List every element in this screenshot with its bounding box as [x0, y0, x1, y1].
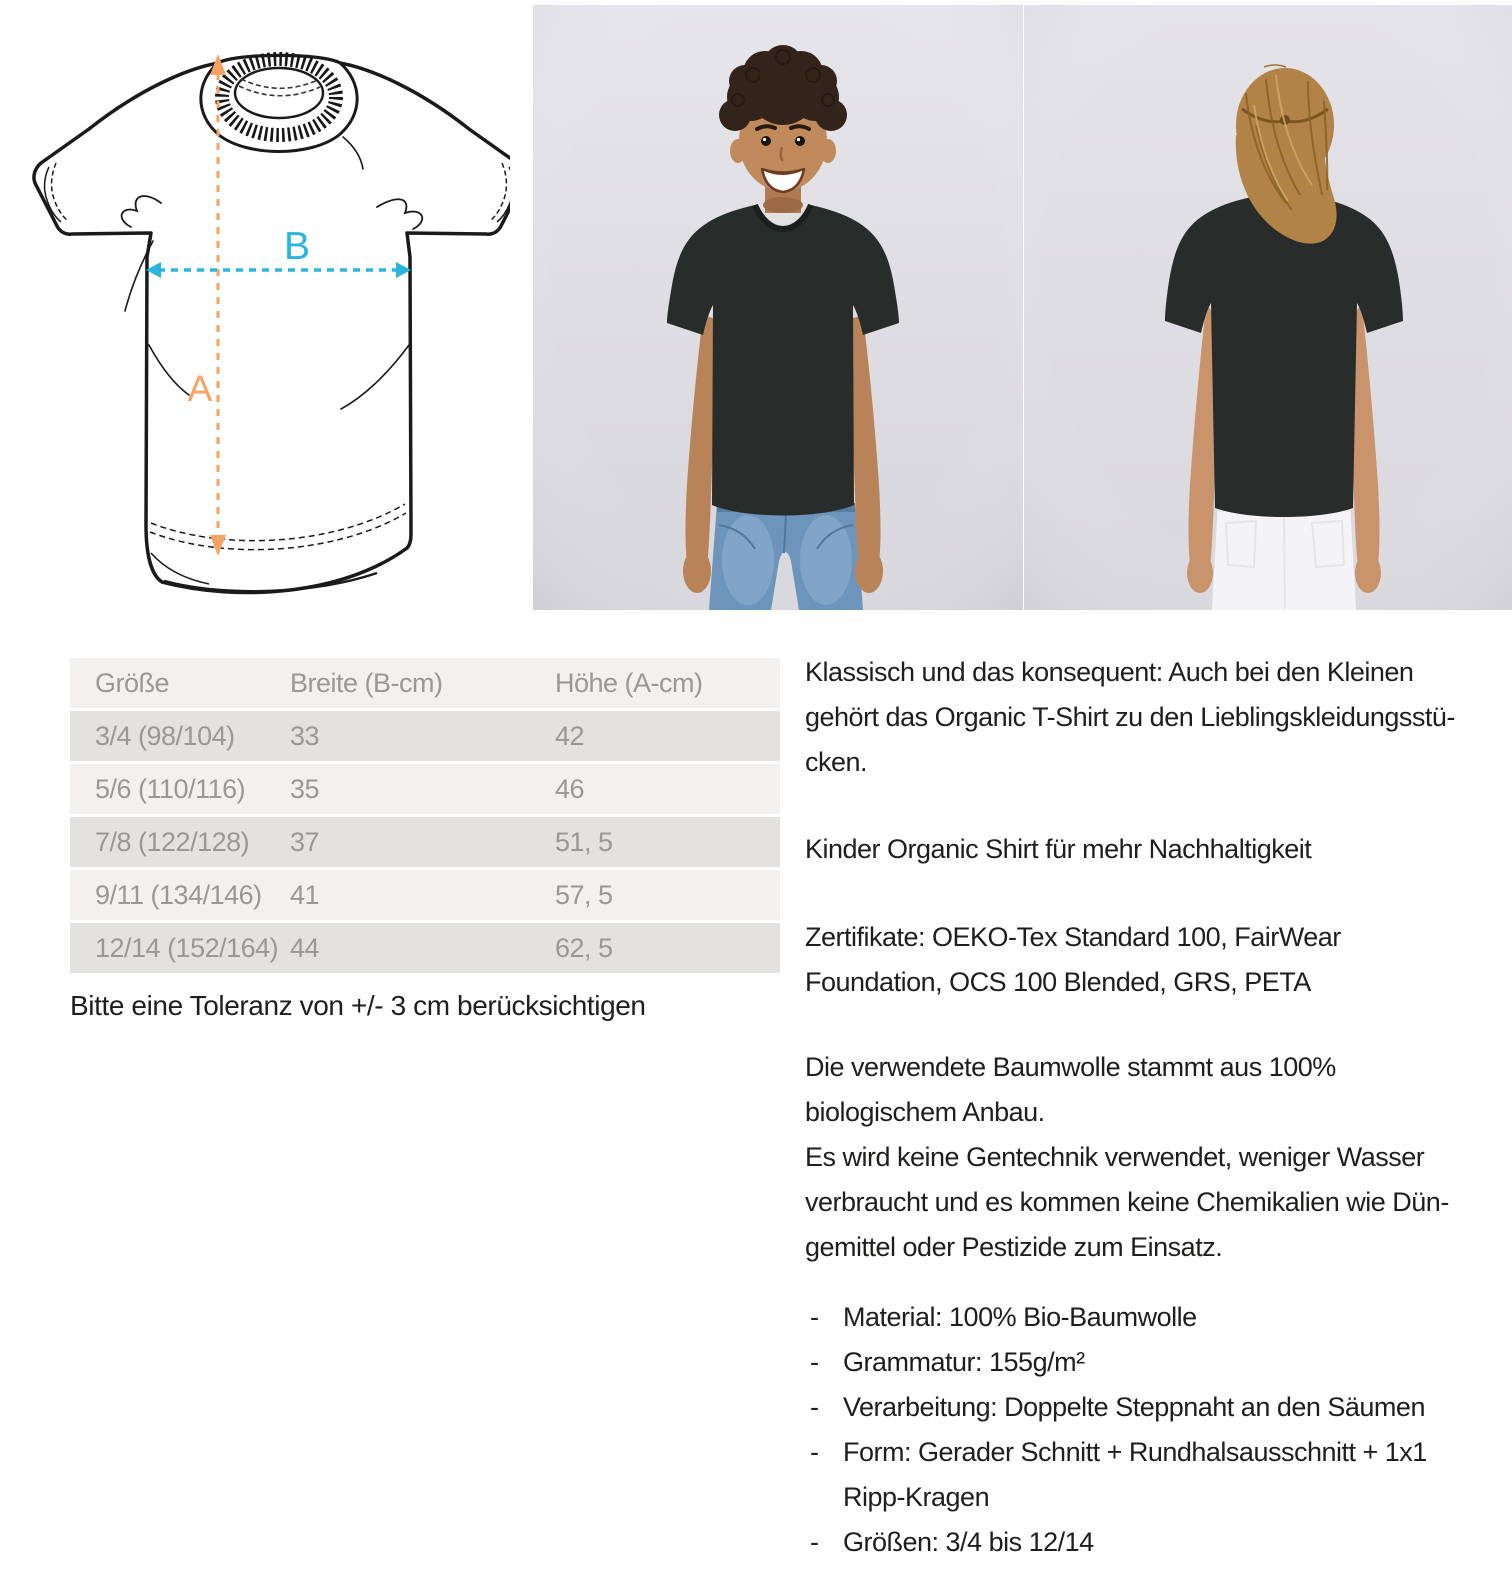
- cell-width: 33: [290, 720, 320, 751]
- bullet-marker: -: [810, 1302, 819, 1332]
- size-table-header-row: [70, 658, 780, 708]
- cell-width: 37: [290, 826, 320, 857]
- list-item: [805, 1295, 1512, 1340]
- model-photo-back: [1024, 5, 1512, 610]
- text-line: Größen: 3/4 bis 12/14: [843, 1527, 1094, 1557]
- white-pants: [1212, 502, 1356, 610]
- cell-size: 12/14 (152/164): [95, 932, 279, 963]
- cell-size: 5/6 (110/116): [95, 773, 246, 804]
- text-line: Ripp-Kragen: [843, 1482, 990, 1512]
- neck-shadow: [763, 197, 803, 213]
- text-line: Form: Gerader Schnitt + Rundhalsausschnitt + 1x1: [843, 1437, 1427, 1467]
- list-item: [805, 1520, 1512, 1565]
- girl-back-illustration: [1024, 5, 1512, 610]
- list-item: [805, 1340, 1512, 1385]
- text-line: gemittel oder Pestizide zum Einsatz.: [805, 1232, 1223, 1262]
- cell-height: 57, 5: [555, 879, 613, 910]
- cell-width: 41: [290, 879, 320, 910]
- text-line: verbraucht und es kommen keine Chemikalien wie Dün-: [805, 1187, 1449, 1217]
- cotton-paragraph: [805, 1045, 1512, 1270]
- tolerance-note: Bitte eine Toleranz von +/- 3 cm berücksichtigen: [70, 990, 646, 1021]
- table-row: [70, 764, 780, 814]
- text-line: Foundation, OCS 100 Blended, GRS, PETA: [805, 967, 1311, 997]
- bullet-marker: -: [810, 1347, 819, 1377]
- collar-inner: [235, 68, 323, 118]
- col-header-hoehe: Höhe (A-cm): [555, 667, 703, 698]
- text-line: Die verwendete Baumwolle stammt aus 100%: [805, 1052, 1336, 1082]
- text-line: Zertifikate: OEKO-Tex Standard 100, FairWear: [805, 922, 1341, 952]
- list-item: [805, 1430, 1512, 1520]
- diagram-label-b: B: [283, 225, 311, 268]
- text-line: Klassisch und das konsequent: Auch bei den Kleinen: [805, 657, 1414, 687]
- list-item: [805, 1385, 1512, 1430]
- cell-size: 9/11 (134/146): [95, 879, 262, 910]
- text-line: cken.: [805, 747, 868, 777]
- certificates-paragraph: [805, 915, 1512, 1005]
- table-row: [70, 923, 780, 973]
- size-table: [70, 655, 780, 976]
- product-description: [805, 650, 1512, 1565]
- size-diagram: [25, 45, 510, 605]
- tshirt-diagram-svg: [25, 45, 510, 605]
- table-row: [70, 870, 780, 920]
- text-line: biologischem Anbau.: [805, 1097, 1045, 1127]
- cell-size: 3/4 (98/104): [95, 720, 235, 751]
- text-line: Verarbeitung: Doppelte Steppnaht an den Säumen: [843, 1392, 1425, 1422]
- model-photo-front: [533, 5, 1023, 610]
- text-line: gehört das Organic T-Shirt zu den Lieblingskleidungsstü-: [805, 702, 1455, 732]
- bullet-marker: -: [810, 1437, 819, 1467]
- text-line: Es wird keine Gentechnik verwendet, weniger Wasser: [805, 1142, 1425, 1172]
- cell-height: 46: [555, 773, 585, 804]
- cell-size: 7/8 (122/128): [95, 826, 250, 857]
- table-row: [70, 711, 780, 761]
- table-row: [70, 817, 780, 867]
- intro-paragraph: [805, 650, 1512, 785]
- cell-width: 44: [290, 932, 320, 963]
- sustainability-paragraph: [805, 827, 1512, 872]
- cell-height: 62, 5: [555, 932, 613, 963]
- bullet-marker: -: [810, 1392, 819, 1422]
- cell-width: 35: [290, 773, 320, 804]
- diagram-label-a: A: [187, 368, 213, 409]
- boy-front-illustration: [533, 5, 1023, 610]
- text-line: Material: 100% Bio-Baumwolle: [843, 1302, 1197, 1332]
- text-line: Kinder Organic Shirt für mehr Nachhaltigkeit: [805, 834, 1312, 864]
- bullet-marker: -: [810, 1527, 819, 1557]
- spec-list: [805, 1295, 1512, 1565]
- col-header-groesse: Größe: [95, 667, 170, 698]
- cell-height: 42: [555, 720, 585, 751]
- cell-height: 51, 5: [555, 826, 613, 857]
- text-line: Grammatur: 155g/m²: [843, 1347, 1085, 1377]
- col-header-breite: Breite (B-cm): [290, 667, 443, 698]
